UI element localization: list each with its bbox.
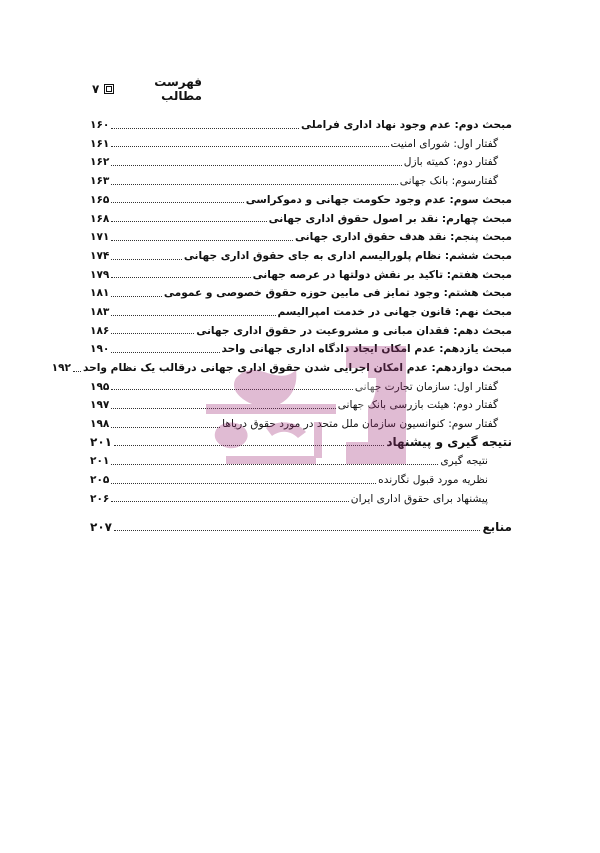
toc-entry-page: ۱۸۳ [90,305,110,318]
toc-entry[interactable] [90,224,512,243]
toc-entry-title: مبحث دهم: فقدان مبانی و مشروعیت در حقوق اداری جهانی [196,324,512,337]
dot-leader [111,501,348,502]
toc-entry-title: گفتار دوم: کمیته بازل [403,156,498,169]
toc-entry-title: مبحث هفتم: تاکید بر نقش دولتها در عرصه جهانی [252,268,512,281]
header-page-number: ۷ [92,82,100,96]
toc-entry-page: ۱۶۱ [90,137,110,150]
toc-entry[interactable] [90,430,512,449]
dot-leader [111,296,162,297]
header-title: فهرست مطالب [154,75,202,103]
toc-entry-page: ۱۹۰ [90,343,110,356]
toc-entry[interactable] [90,187,512,206]
dot-leader [111,259,181,260]
toc-entry-title: مبحث دوازدهم: عدم امکان اجرایی شدن حقوق اداری جهانی درقالب یک نظام واحد [83,362,512,375]
toc-entry[interactable] [90,280,512,299]
toc-entry[interactable] [90,448,512,467]
square-ornament-icon [104,84,113,94]
toc-entry-page: ۱۶۰ [90,119,110,132]
toc-entry[interactable] [90,205,512,224]
toc-entry-page: ۱۶۵ [90,193,110,206]
toc-entry-title: گفتار سوم: کنوانسیون سازمان ملل متحد در مورد حقوق دریاها [222,418,498,431]
toc-entry-page: ۱۹۲ [51,362,72,375]
toc-entry-title: منابع [482,520,512,535]
toc-entry-page: ۱۹۵ [90,380,110,393]
dot-leader [73,371,81,372]
dot-leader [111,146,388,147]
toc-entry-title: مبحث نهم: قانون جهانی در خدمت امپرالیسم [277,305,512,318]
dot-leader [111,483,376,484]
toc-entry-title: گفتار اول: سازمان تجارت جهانی [354,380,498,393]
toc-entry-title: گفتار دوم: هیئت بازرسی بانک جهانی [337,399,498,412]
toc-entry-page: ۱۷۹ [90,268,110,281]
toc-entry-page: ۱۹۸ [90,418,110,431]
dot-leader [111,408,335,409]
table-of-contents [51,112,512,535]
toc-entry[interactable] [90,262,512,281]
dot-leader [114,445,384,446]
toc-entry[interactable] [90,299,512,318]
toc-entry-page: ۱۹۷ [90,399,110,412]
toc-entry-title: نتیجه گیری و پیشنهاد [386,435,512,450]
dot-leader [111,221,266,222]
dot-leader [111,464,438,465]
dot-leader [111,202,243,203]
toc-entry-title: مبحث سوم: عدم وجود حکومت جهانی و دموکراسی [245,193,512,206]
toc-entry[interactable] [51,355,512,375]
toc-entry-page: ۲۰۵ [90,474,110,487]
toc-entry-page: ۱۷۴ [90,249,110,262]
toc-entry-title: نتیجه گیری [440,455,488,468]
toc-entry[interactable] [90,411,512,430]
toc-entry-page: ۱۸۶ [90,324,110,337]
toc-entry-title: گفتارسوم: بانک جهانی [399,175,498,188]
running-header [92,75,202,103]
toc-entry-page: ۱۶۸ [90,212,110,225]
toc-entry[interactable] [90,149,512,168]
toc-entry-title: مبحث پنجم: نقد هدف حقوق اداری جهانی [294,231,512,244]
toc-entry[interactable] [90,486,512,505]
toc-entry[interactable] [90,168,512,187]
toc-entry[interactable] [90,112,512,131]
toc-entry-title: نظریه مورد قبول نگارنده [378,474,488,487]
toc-entry-page: ۲۰۱ [90,435,112,450]
toc-entry-page: ۱۷۱ [90,231,110,244]
dot-leader [111,389,352,390]
toc-entry-page: ۱۶۳ [90,175,110,188]
dot-leader [114,530,480,531]
toc-entry[interactable] [90,374,512,393]
toc-entry-title: مبحث چهارم: نقد بر اصول حقوق اداری جهانی [268,212,512,225]
dot-leader [111,352,219,353]
toc-spacer [90,504,512,514]
toc-entry[interactable] [90,514,512,533]
toc-entry-title: مبحث دوم: عدم وجود نهاد اداری فراملی [301,119,512,132]
toc-entry-page: ۱۶۲ [90,156,110,169]
toc-entry-page: ۲۰۶ [90,492,110,505]
toc-entry-title: پیشنهاد برای حقوق اداری ایران [350,492,488,505]
toc-entry-title: مبحث یازدهم: عدم امکان ایجاد دادگاه اداری جهانی واحد [221,343,512,356]
toc-entry[interactable] [90,131,512,150]
dot-leader [111,128,299,129]
dot-leader [111,427,220,428]
dot-leader [111,277,250,278]
dot-leader [111,184,397,185]
toc-entry-title: مبحث ششم: نظام پلورالیسم اداری به جای حقوق اداری جهانی [183,249,512,262]
toc-entry[interactable] [90,467,512,486]
toc-entry-title: مبحث هشتم: وجود تمایز فی مابین حوزه حقوق خصوصی و عمومی [163,287,512,300]
toc-entry-title: گفتار اول: شورای امنیت [390,137,498,150]
dot-leader [111,165,401,166]
dot-leader [111,240,293,241]
toc-entry-page: ۲۰۱ [90,455,110,468]
toc-entry[interactable] [90,392,512,411]
toc-entry[interactable] [90,243,512,262]
toc-entry-page: ۱۸۱ [90,287,110,300]
dot-leader [111,333,194,334]
toc-entry-page: ۲۰۷ [90,520,112,535]
toc-entry[interactable] [90,336,512,355]
dot-leader [111,315,275,316]
toc-entry[interactable] [90,318,512,337]
